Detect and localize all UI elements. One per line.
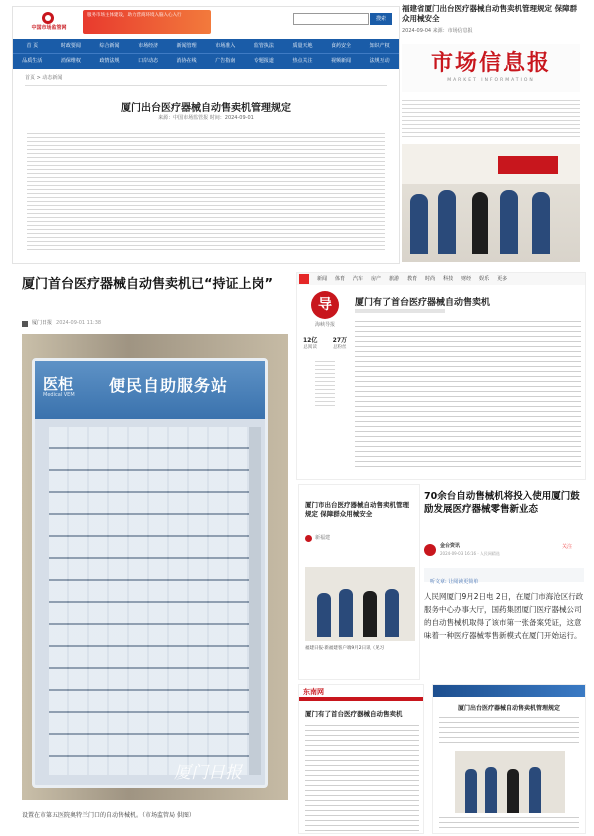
panel-china-market-news — [12, 6, 400, 264]
search-button[interactable]: 搜索 — [370, 13, 392, 25]
nav-item[interactable]: 综合新闻 — [99, 43, 120, 49]
panel-market-info-daily — [402, 4, 582, 262]
outlet-stats — [303, 335, 347, 351]
masthead-subtitle: MARKET INFORMATION — [447, 78, 535, 83]
outlet-meta: 2024-09-03 16:16 · 人民网精选 — [440, 551, 500, 556]
stat-value: 12亿 — [303, 337, 318, 344]
article-body — [305, 725, 419, 831]
photo-caption: 福建日报·新福建客户端9月2日讯（见习 — [305, 646, 385, 651]
logo-emblem-icon — [37, 11, 59, 25]
nav-item[interactable]: 科技 — [443, 275, 454, 282]
article-title: 厦门市出台医疗器械自动售卖机管理规定 保障群众用械安全 — [305, 501, 409, 518]
nav-item[interactable]: 时政要闻 — [60, 43, 81, 49]
nav-item[interactable]: 热点关注 — [292, 58, 313, 64]
site-banner — [433, 685, 585, 697]
author-row — [22, 320, 101, 327]
nav-item[interactable]: 市场经济 — [138, 43, 159, 49]
outlet-avatar[interactable]: 导 — [311, 291, 339, 319]
search-box[interactable] — [293, 13, 369, 25]
site-nav — [299, 697, 423, 701]
divider — [25, 85, 387, 86]
machine-brand: 医柜 — [43, 375, 74, 393]
nav-item[interactable]: 质量天地 — [292, 43, 313, 49]
outlet-avatar[interactable] — [424, 544, 436, 556]
panel-xiamen-daily — [22, 272, 290, 836]
machine-header — [35, 361, 265, 419]
banner-text: 服务市场主体建设，助力营商环境入脑入心入行 — [87, 13, 182, 18]
article-photo — [305, 567, 415, 641]
panel-peoples-digest — [424, 486, 586, 682]
portal-nav — [297, 273, 585, 285]
nav-item[interactable]: 品质生活 — [22, 58, 43, 64]
breadcrumb[interactable]: 首页 > 动态新闻 — [25, 75, 63, 81]
article-body — [355, 321, 581, 471]
site-header — [13, 7, 399, 37]
masthead-title: 市场信息报 — [430, 50, 551, 76]
article-title: 厦门有了首台医疗器械自动售卖机 — [305, 710, 403, 718]
panel-new-fujian — [298, 484, 420, 680]
nav-item[interactable]: 法规互动 — [369, 58, 390, 64]
article-body — [27, 133, 385, 253]
logo-text: 中国市场监管网 — [31, 25, 67, 31]
nav-item[interactable]: 消协在线 — [176, 58, 197, 64]
publish-date: 2024-09-01 11:38 — [56, 320, 102, 326]
panel-fujian-gov — [432, 684, 586, 834]
stat-label: 总阅读 — [303, 345, 317, 350]
article-title: 福建省厦门出台医疗器械自动售卖机管理规定 保障群众用械安全 — [402, 4, 578, 23]
outlet-card — [303, 291, 347, 391]
listen-text: 听文章: 让阅读更简单 — [430, 579, 479, 585]
machine-side-panel — [249, 427, 261, 775]
source-row — [305, 535, 330, 542]
nav-item[interactable]: 体育 — [335, 275, 346, 282]
nav-item[interactable]: 市场准入 — [215, 43, 236, 49]
outlet-name[interactable]: 金台资讯 — [440, 543, 461, 549]
panel-portal-news — [296, 272, 586, 480]
site-logo[interactable]: 东南网 — [303, 688, 324, 696]
article-title: 厦门首台医疗器械自动售卖机已“持证上岗” — [22, 277, 274, 292]
nav-item[interactable]: 监管执法 — [253, 43, 274, 49]
nav-item[interactable]: 旅游 — [389, 275, 400, 282]
article-body — [402, 100, 580, 138]
listen-bar[interactable] — [424, 568, 584, 585]
photo-watermark: 厦门日报 — [174, 763, 242, 783]
nav-row-1 — [13, 39, 399, 54]
nav-row-2 — [13, 54, 399, 69]
main-nav — [13, 39, 399, 69]
site-logo[interactable] — [21, 11, 77, 33]
source-avatar[interactable] — [305, 535, 312, 542]
outlet-row — [424, 544, 584, 558]
article-meta: 2024-09-04 来源：市场信息报 — [402, 28, 473, 34]
article-title: 厦门有了首台医疗器械自动售卖机 — [355, 298, 491, 308]
stat-value: 27万 — [332, 337, 347, 344]
nav-item[interactable]: 专题报道 — [253, 58, 274, 64]
side-actions — [315, 361, 335, 407]
nav-item[interactable]: 知识产权 — [369, 43, 390, 49]
nav-item[interactable]: 时尚 — [425, 275, 436, 282]
vending-machine — [32, 358, 268, 788]
nav-item[interactable]: 新闻 — [317, 275, 328, 282]
nav-item[interactable]: 首 页 — [26, 43, 39, 49]
article-body: 人民网厦门9月2日电 2日，在厦门市海沧区行政服务中心办事大厅，国药集团厦门医疗器械公司的自动售械机取得了该市第一张备案凭证，这意味着一种医疗器械零售新模式在厦门开始运行。 — [424, 592, 584, 640]
header-banner — [83, 10, 211, 34]
nav-item[interactable]: 新闻管理 — [176, 43, 197, 49]
nav-item[interactable]: 财经 — [461, 275, 472, 282]
nav-item[interactable]: 娱乐 — [479, 275, 490, 282]
outlet-name[interactable]: 海峡导报 — [314, 322, 335, 328]
photo-caption: 设置在市第五医院奥特兰门口的自动售械机。（市场监管局 供图） — [22, 812, 195, 819]
follow-button[interactable]: 关注 — [562, 544, 573, 550]
nav-item[interactable]: 视频新闻 — [331, 58, 352, 64]
nav-item[interactable]: 食药安全 — [331, 43, 352, 49]
author-avatar[interactable] — [22, 321, 28, 327]
product-grid — [49, 427, 249, 775]
article-body — [439, 717, 579, 747]
nav-item-more[interactable]: 更多 — [497, 275, 508, 282]
machine-brand-sub: Medical VEM — [43, 392, 75, 398]
article-photo — [402, 144, 580, 262]
nav-item[interactable]: 房产 — [371, 275, 382, 282]
nav-item[interactable]: 政情法规 — [99, 58, 120, 64]
article-title: 70余台自动售械机将投入使用厦门鼓励发展医疗器械零售新业态 — [424, 491, 580, 515]
article-body-2 — [439, 817, 579, 831]
source-name[interactable]: 新福建 — [315, 535, 331, 541]
nav-item[interactable]: 广告指南 — [215, 58, 236, 64]
nav-item[interactable]: 汽车 — [353, 275, 364, 282]
panel-southeast-net — [298, 684, 424, 834]
nav-item[interactable]: 教育 — [407, 275, 418, 282]
portal-logo[interactable] — [299, 274, 309, 284]
article-photo — [455, 751, 565, 813]
article-title: 厦门出台医疗器械自动售卖机管理规定 — [121, 103, 291, 114]
vending-machine-photo — [22, 334, 288, 800]
article-title: 厦门出台医疗器械自动售卖机管理规定 — [457, 705, 560, 712]
newspaper-masthead — [402, 44, 580, 92]
article-meta — [355, 309, 445, 313]
nav-item[interactable]: 消保维权 — [60, 58, 81, 64]
machine-slogan: 便民自助服务站 — [109, 376, 229, 395]
nav-item[interactable]: 口岸动态 — [138, 58, 159, 64]
author-name[interactable]: 厦门日报 — [32, 320, 53, 326]
article-meta: 来源：中国市场监管报 时间：2024-09-01 — [158, 115, 254, 121]
stat-label: 总粉丝 — [333, 345, 347, 350]
